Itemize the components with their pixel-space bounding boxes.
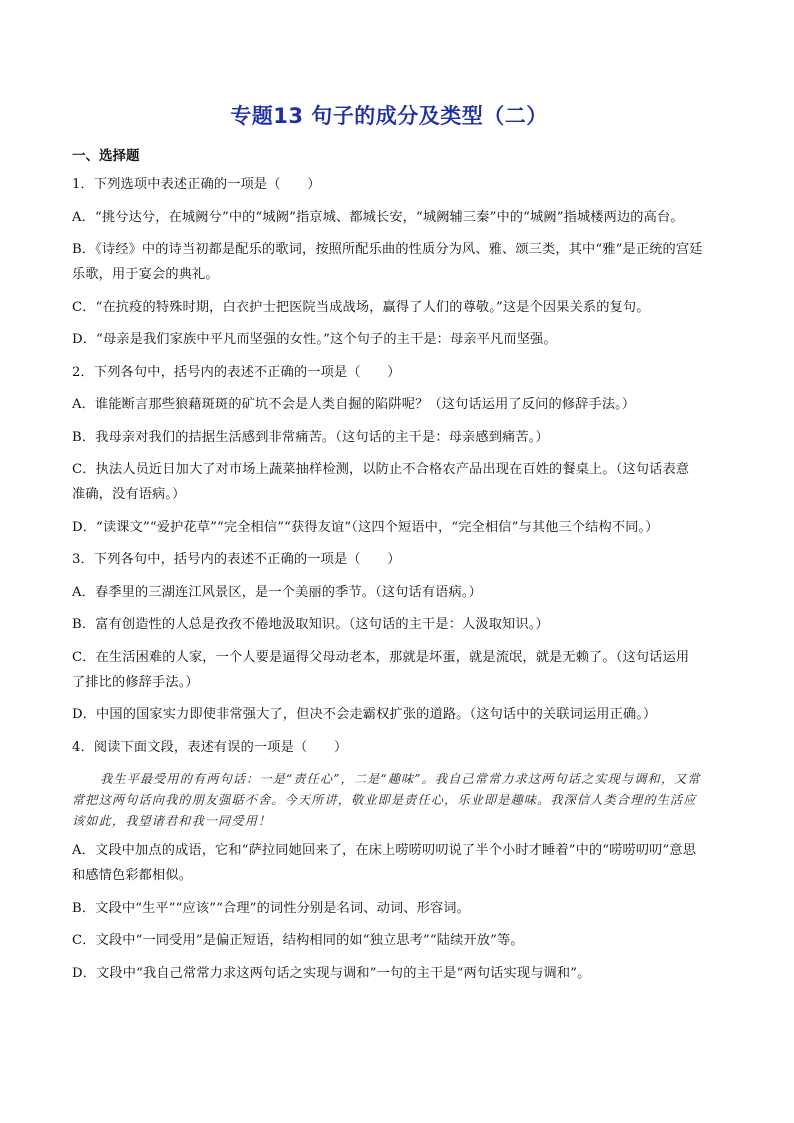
- text-line: B．我母亲对我们的拮据生活感到非常痛苦。（这句话的主干是：母亲感到痛苦。）: [72, 429, 549, 445]
- text-line: A．春季里的三湖连江风景区，是一个美丽的季节。（这句话有语病。）: [72, 584, 482, 600]
- text-line: C．文段中“一同受用”是偏正短语，结构相同的如“独立思考”“陆续开放”等。: [72, 933, 524, 948]
- text-line: 3．下列各句中，括号内的表述不正确的一项是（ ）: [72, 552, 401, 567]
- text-line: A．文段中加点的成语，它和“萨拉同她回来了，在床上唠唠叨叨说了半个小时才睡着”中的“唠唠叨叨”意思: [72, 843, 697, 858]
- text-line: C．在生活困难的人家，一个人要是逼得父母动老本，那就是坏蛋，就是流氓，就是无赖了。（这句话运用: [72, 649, 690, 665]
- text-line: C．“在抗疫的特殊时期，白衣护士把医院当成战场，赢得了人们的尊敬。”这是个因果关系的复句。: [72, 299, 650, 315]
- text-line: 准确，没有语病。）: [72, 487, 186, 502]
- text-line: D．文段中“我自己常常力求这两句话之实现与调和”一句的主干是“两句话实现与调和”。: [72, 965, 591, 981]
- text-line: 2．下列各句中，括号内的表述不正确的一项是（ ）: [72, 364, 401, 380]
- text-line: D．中国的国家实力即使非常强大了，但决不会走霸权扩张的道路。（这句话中的关联词运用正确。）: [72, 707, 657, 722]
- text-line: B．富有创造性的人总是孜孜不倦地汲取知识。（这句话的主干是：人汲取知识。）: [72, 617, 549, 632]
- text-line: 乐歌，用于宴会的典礼。: [72, 267, 219, 282]
- text-line: A．“挑兮达兮，在城阙兮”中的“城阙”指京城、都城长安，“城阙辅三秦”中的“城阙”指城楼两边的高台。: [72, 209, 684, 225]
- text-line: B．《诗经》中的诗当初都是配乐的歌词，按照所配乐曲的性质分为风、雅、颂三类，其中“雅”是正统的宫廷: [72, 242, 703, 257]
- text-line: D．“读课文”“爱护花草”“完全相信”“获得友谊”（这四个短语中，“完全相信”与其他三个结构不同。）: [72, 519, 659, 535]
- reading-passage: 我生平最受用的有两句话：一是“责任心”，二是“趣味”。我自己常常力求这两句话之实现与调和，又常常把这两句话向我的朋友强聒不舍。今天所讲，敬业即是责任心，乐业即是趣味。我深信人类合理的生活应该如此，我望诸君和我一同受用！: [72, 772, 701, 828]
- page-title: 专题13 句子的成分及类型（二）: [230, 104, 548, 128]
- section-heading: 一、选择题: [72, 148, 140, 164]
- question-list: [72, 174, 706, 984]
- text-line: 4．阅读下面文段，表述有误的一项是（ ）: [72, 739, 348, 755]
- text-line: A．谁能断言那些狼藉斑斑的矿坑不会是人类自掘的陷阱呢？（这句话运用了反问的修辞手法。）: [72, 397, 636, 412]
- text-line: D．“母亲是我们家族中平凡而坚强的女性。”这个句子的主干是：母亲平凡而坚强。: [72, 332, 557, 347]
- text-line: C．执法人员近日加大了对市场上蔬菜抽样检测，以防止不合格农产品出现在百姓的餐桌上。（这句话表意: [72, 462, 690, 477]
- text-line: 了排比的修辞手法。）: [72, 674, 199, 690]
- text-line: 和感情色彩都相似。: [72, 868, 193, 883]
- text-line: B．文段中“生平”“应该”“合理”的词性分别是名词、动词、形容词。: [72, 900, 470, 916]
- text-line: 1．下列选项中表述正确的一项是（ ）: [72, 177, 321, 192]
